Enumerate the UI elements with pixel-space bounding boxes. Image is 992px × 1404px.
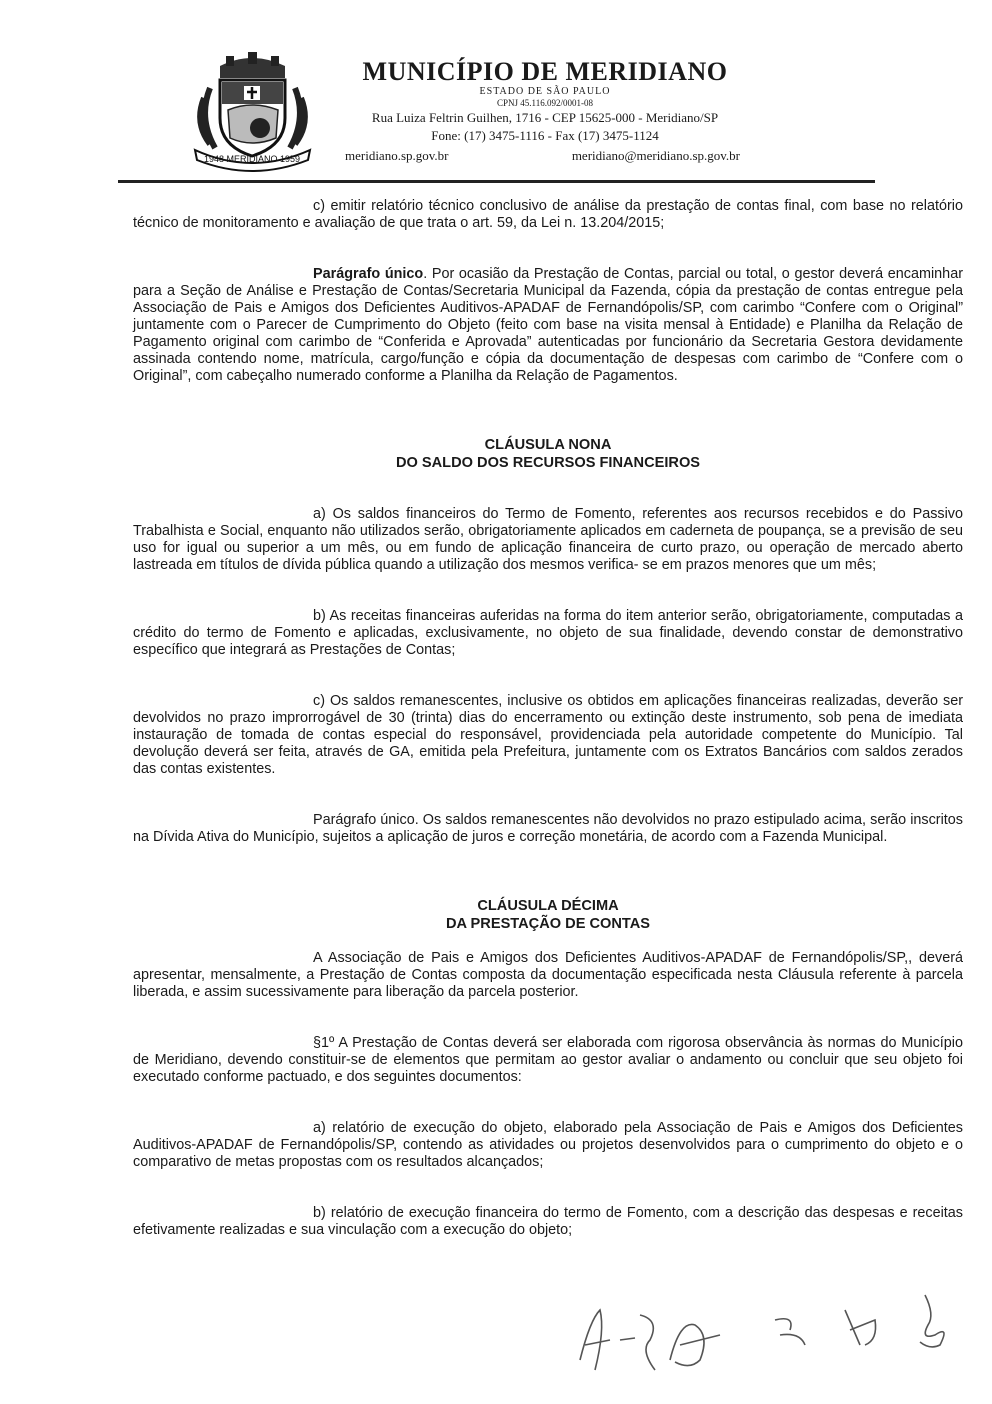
clausula-nona-paragrafo-unico: Parágrafo único. Os saldos remanescentes não devolvidos no prazo estipulado acima, serão inscritos na Dívida Ativa do Município, sujeitos a aplicação de juros e correção monetária, de acordo com a Fazenda Municipal. [133,812,963,845]
clausula-nona-item-c: c) Os saldos remanescentes, inclusive os obtidos em aplicações financeiras realizadas, deverão ser devolvidos no prazo improrrogável de 30 (trinta) dias do encerramento ou extinção deste instrumento, sob pena de imediata instauração de tomada de contas especial do responsável, providenciada pela autoridade competente do Município. Tal devolução deverá ser feita, através de GA, emitida pela Prefeitura, juntamente com os Extratos Bancários com saldos zerados das contas existentes. [133,693,963,777]
crest-banner-text: 1948 MERIDIANO 1959 [203,154,301,164]
cnpj-number: CPNJ 45.116.092/0001-08 [497,98,593,108]
header-divider [118,180,875,183]
clausula-decima-title: CLÁUSULA DÉCIMA [477,898,619,914]
clausula-nona-subtitle: DO SALDO DOS RECURSOS FINANCEIROS [395,455,701,471]
paragrafo-unico-label: Parágrafo único [313,266,424,282]
municipal-coat-of-arms [190,48,315,173]
paragrafo-unico-paragraph [133,266,963,385]
email-link[interactable]: meridiano@meridiano.sp.gov.br [571,148,740,163]
item-c-paragraph: c) emitir relatório técnico conclusivo de análise da prestação de contas final, com base no relatório técnico de monitoramento e avaliação de que trata o art. 59, da Lei n. 13.204/2015; [133,198,963,231]
clausula-nona-item-b: b) As receitas financeiras auferidas na forma do item anterior serão, obrigatoriamente, computadas a crédito do termo de Fomento e aplicadas, exclusivamente, no objeto de sua finalidade, devendo constar de demonstrativo específico que integrará as Prestações de Contas; [133,608,963,658]
paragrafo-unico-text: . Por ocasião da Prestação de Contas, parcial ou total, o gestor deverá encaminhar para a Seção de Análise e Prestação de Contas/Secretaria Municipal da Fazenda, cópia da prestação de contas entregue pela Associação de Pais e Amigos dos Deficientes Auditivos-APADAF de Fernandópolis/SP, com carimbo “Confere com o Original” juntamente com o Parecer de Cumprimento do Objeto (feito com base na visita mensal à Entidade) e Planilha da Relação de Pagamento original com carimbo de “Conferida e Aprovada” autenticadas por funcionário da Secretaria Gestora devidamente assinada contendo nome, matrícula, cargo/função e cópia da documentação de despesas com carimbo de “Confere com o Original”, com cabeçalho numerado conforme a Planilha da Relação de Pagamentos. [133,266,963,384]
letterhead-text [340,58,750,167]
address-line: Rua Luiza Feltrin Guilhen, 1716 - CEP 15625-000 - Meridiano/SP [371,110,719,125]
clausula-nona-item-a: a) Os saldos financeiros do Termo de Fomento, referentes aos recursos recebidos e do Passivo Trabalhista e Social, enquanto não utilizados serão, obrigatoriamente aplicados em caderneta de poupança, se a previsão de seu uso for igual ou superior a um mês, ou em fundo de aplicação financeira de curto prazo, ou operação de mercado aberto lastreada em títulos de dívida pública quando a utilização dos mesmos verifica- se em prazos menores que um mês; [133,506,963,573]
phone-line: Fone: (17) 3475-1116 - Fax (17) 3475-1124 [431,128,659,143]
clausula-nona-title: CLÁUSULA NONA [484,437,612,453]
website-link[interactable]: meridiano.sp.gov.br [345,148,449,163]
contact-line [340,145,750,167]
document-body [133,198,963,1239]
state-name: ESTADO DE SÃO PAULO [479,86,611,97]
clausula-decima-item-b: b) relatório de execução financeira do termo de Fomento, com a descrição das despesas e receitas efetivamente realizadas e sua vinculação com a execução do objeto; [133,1205,963,1238]
clausula-decima-intro: A Associação de Pais e Amigos dos Deficientes Auditivos-APADAF de Fernandópolis/SP,, deverá apresentar, mensalmente, a Prestação de Contas composta da documentação especificada nesta Cláusula referente à parcela liberada, e assim sucessivamente para liberação da parcela posterior. [133,950,963,1000]
clausula-decima-paragraph-1: §1º A Prestação de Contas deverá ser elaborada com rigorosa observância às normas do Município de Meridiano, devendo constituir-se de elementos que permitam ao gestor avaliar o andamento ou concluir que seu objeto foi executado conforme pactuado, e dos seguintes documentos: [133,1035,963,1085]
clausula-decima-item-a: a) relatório de execução do objeto, elaborado pela Associação de Pais e Amigos dos Deficientes Auditivos-APADAF de Fernandópolis/SP, contendo as atividades ou projetos desenvolvidos para o cumprimento do objeto e o comparativo de metas propostas com os resultados alcançados; [133,1120,963,1170]
letterhead [190,48,890,178]
handwritten-initials [560,1290,980,1380]
municipality-title: MUNICÍPIO DE MERIDIANO [362,57,728,86]
clausula-decima-subtitle: DA PRESTAÇÃO DE CONTAS [445,916,651,932]
